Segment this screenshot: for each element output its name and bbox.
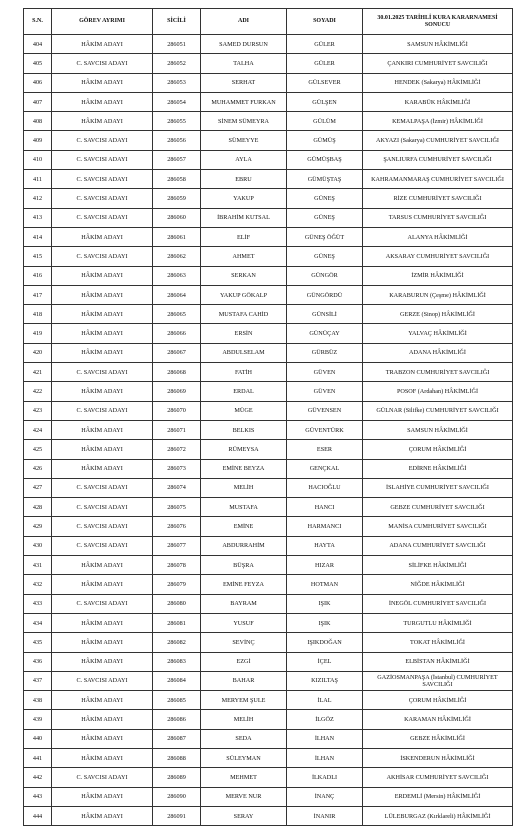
table-row (24, 748, 513, 767)
cell-sicil: 286057 (153, 150, 201, 169)
cell-soyadi: GÜVEN (287, 382, 363, 401)
cell-sn: 418 (24, 305, 52, 324)
table-row (24, 54, 513, 73)
cell-sonuc: TURGUTLU HÂKİMLİĞİ (363, 613, 513, 632)
cell-sicil: 286077 (153, 536, 201, 555)
cell-adi: AYLA (201, 150, 287, 169)
cell-sonuc: ŞANLIURFA CUMHURİYET SAVCILIĞI (363, 150, 513, 169)
cell-adi: BAYRAM (201, 594, 287, 613)
cell-sonuc: İNEGÖL CUMHURİYET SAVCILIĞI (363, 594, 513, 613)
cell-sn: 421 (24, 363, 52, 382)
cell-soyadi: HANCI (287, 498, 363, 517)
cell-sicil: 286084 (153, 671, 201, 690)
cell-sn: 423 (24, 401, 52, 420)
cell-soyadi: İLKADLI (287, 768, 363, 787)
document-page (23, 8, 512, 826)
cell-sicil: 286056 (153, 131, 201, 150)
cell-adi: MÜGE (201, 401, 287, 420)
cell-gorev: HÂKİM ADAYI (52, 710, 153, 729)
cell-soyadi: GÜNGÖRDÜ (287, 285, 363, 304)
cell-sn: 405 (24, 54, 52, 73)
cell-sn: 408 (24, 112, 52, 131)
cell-soyadi: GÜMÜŞ (287, 131, 363, 150)
table-row (24, 710, 513, 729)
cell-soyadi: GÜNÜÇAY (287, 324, 363, 343)
cell-adi: RÜMEYSA (201, 440, 287, 459)
table-row (24, 556, 513, 575)
cell-sn: 444 (24, 806, 52, 825)
cell-soyadi: İLGÖZ (287, 710, 363, 729)
cell-adi: AHMET (201, 247, 287, 266)
header-sn: S.N. (24, 9, 52, 35)
cell-gorev: HÂKİM ADAYI (52, 73, 153, 92)
cell-sicil: 286085 (153, 691, 201, 710)
header-soyadi: SOYADI (287, 9, 363, 35)
cell-gorev: HÂKİM ADAYI (52, 35, 153, 54)
cell-sonuc: ÇANKIRI CUMHURİYET SAVCILIĞI (363, 54, 513, 73)
cell-soyadi: İNANÇ (287, 787, 363, 806)
cell-gorev: HÂKİM ADAYI (52, 787, 153, 806)
cell-gorev: C. SAVCISI ADAYI (52, 478, 153, 497)
table-row (24, 806, 513, 825)
cell-sicil: 286051 (153, 35, 201, 54)
table-row (24, 401, 513, 420)
table-row (24, 208, 513, 227)
cell-sicil: 286080 (153, 594, 201, 613)
cell-adi: MUHAMMET FURKAN (201, 92, 287, 111)
cell-sonuc: ÇORUM HÂKİMLİĞİ (363, 440, 513, 459)
cell-gorev: HÂKİM ADAYI (52, 748, 153, 767)
table-row (24, 382, 513, 401)
cell-sonuc: YALVAÇ HÂKİMLİĞİ (363, 324, 513, 343)
table-row (24, 285, 513, 304)
cell-sn: 414 (24, 227, 52, 246)
table-row (24, 266, 513, 285)
cell-sonuc: ADANA CUMHURİYET SAVCILIĞI (363, 536, 513, 555)
cell-sonuc: GEBZE HÂKİMLİĞİ (363, 729, 513, 748)
table-row (24, 363, 513, 382)
cell-sonuc: AKSARAY CUMHURİYET SAVCILIĞI (363, 247, 513, 266)
cell-adi: TALHA (201, 54, 287, 73)
cell-adi: ERSİN (201, 324, 287, 343)
cell-sonuc: LÜLEBURGAZ (Kırklareli) HÂKİMLİĞİ (363, 806, 513, 825)
cell-sn: 407 (24, 92, 52, 111)
cell-sicil: 286060 (153, 208, 201, 227)
cell-gorev: HÂKİM ADAYI (52, 556, 153, 575)
cell-sicil: 286088 (153, 748, 201, 767)
cell-gorev: C. SAVCISI ADAYI (52, 54, 153, 73)
cell-soyadi: İLHAN (287, 748, 363, 767)
header-sonuc: 30.01.2025 TARİHLİ KURA KARARNAMESİ SONUCU (363, 9, 513, 35)
cell-adi: ABDULSELAM (201, 343, 287, 362)
cell-sicil: 286087 (153, 729, 201, 748)
cell-sonuc: TRABZON CUMHURİYET SAVCILIĞI (363, 363, 513, 382)
cell-sicil: 286078 (153, 556, 201, 575)
table-row (24, 440, 513, 459)
cell-soyadi: GÜNEŞ (287, 208, 363, 227)
cell-sonuc: SİLİFKE HÂKİMLİĞİ (363, 556, 513, 575)
cell-sn: 425 (24, 440, 52, 459)
cell-gorev: HÂKİM ADAYI (52, 652, 153, 671)
cell-sn: 437 (24, 671, 52, 690)
cell-sn: 443 (24, 787, 52, 806)
cell-adi: SEVİNÇ (201, 633, 287, 652)
cell-sn: 434 (24, 613, 52, 632)
cell-gorev: HÂKİM ADAYI (52, 420, 153, 439)
cell-sicil: 286091 (153, 806, 201, 825)
cell-soyadi: GÜMÜŞTAŞ (287, 170, 363, 189)
cell-sn: 404 (24, 35, 52, 54)
table-row (24, 92, 513, 111)
cell-sicil: 286066 (153, 324, 201, 343)
cell-soyadi: IŞIKDOĞAN (287, 633, 363, 652)
cell-sonuc: ALANYA HÂKİMLİĞİ (363, 227, 513, 246)
table-row (24, 478, 513, 497)
cell-sonuc: AKHİSAR CUMHURİYET SAVCILIĞI (363, 768, 513, 787)
cell-sn: 417 (24, 285, 52, 304)
cell-sonuc: GÜLNAR (Silifke) CUMHURİYET SAVCILIĞI (363, 401, 513, 420)
cell-gorev: HÂKİM ADAYI (52, 112, 153, 131)
cell-sn: 433 (24, 594, 52, 613)
cell-adi: SERAY (201, 806, 287, 825)
cell-sn: 440 (24, 729, 52, 748)
cell-adi: EZGİ (201, 652, 287, 671)
cell-gorev: HÂKİM ADAYI (52, 285, 153, 304)
cell-sicil: 286074 (153, 478, 201, 497)
cell-gorev: HÂKİM ADAYI (52, 613, 153, 632)
cell-sonuc: SAMSUN HÂKİMLİĞİ (363, 35, 513, 54)
cell-sicil: 286058 (153, 170, 201, 189)
cell-adi: İBRAHİM KUTSAL (201, 208, 287, 227)
cell-sn: 422 (24, 382, 52, 401)
table-row (24, 420, 513, 439)
cell-sonuc: ELBİSTAN HÂKİMLİĞİ (363, 652, 513, 671)
cell-adi: MEHMET (201, 768, 287, 787)
cell-gorev: HÂKİM ADAYI (52, 343, 153, 362)
table-row (24, 517, 513, 536)
cell-sn: 424 (24, 420, 52, 439)
cell-adi: SERKAN (201, 266, 287, 285)
cell-sonuc: İSKENDERUN HÂKİMLİĞİ (363, 748, 513, 767)
cell-sicil: 286065 (153, 305, 201, 324)
cell-sicil: 286053 (153, 73, 201, 92)
cell-gorev: C. SAVCISI ADAYI (52, 401, 153, 420)
cell-adi: EMİNE (201, 517, 287, 536)
cell-soyadi: GÜLSEVER (287, 73, 363, 92)
cell-adi: EBRU (201, 170, 287, 189)
table-row (24, 131, 513, 150)
cell-sicil: 286082 (153, 633, 201, 652)
cell-soyadi: İÇEL (287, 652, 363, 671)
table-header-row (24, 9, 513, 35)
cell-sn: 415 (24, 247, 52, 266)
cell-sicil: 286086 (153, 710, 201, 729)
cell-sicil: 286081 (153, 613, 201, 632)
cell-adi: MERVE NUR (201, 787, 287, 806)
cell-gorev: C. SAVCISI ADAYI (52, 498, 153, 517)
table-row (24, 691, 513, 710)
table-body (24, 35, 513, 826)
table-row (24, 112, 513, 131)
table-row (24, 633, 513, 652)
cell-gorev: HÂKİM ADAYI (52, 633, 153, 652)
table-row (24, 343, 513, 362)
cell-sicil: 286055 (153, 112, 201, 131)
cell-sn: 432 (24, 575, 52, 594)
cell-sicil: 286062 (153, 247, 201, 266)
cell-sicil: 286067 (153, 343, 201, 362)
cell-sonuc: ADANA HÂKİMLİĞİ (363, 343, 513, 362)
cell-sonuc: İZMİR HÂKİMLİĞİ (363, 266, 513, 285)
cell-sicil: 286063 (153, 266, 201, 285)
cell-gorev: C. SAVCISI ADAYI (52, 247, 153, 266)
cell-sn: 436 (24, 652, 52, 671)
cell-adi: SERHAT (201, 73, 287, 92)
table-row (24, 459, 513, 478)
cell-gorev: HÂKİM ADAYI (52, 691, 153, 710)
cell-sn: 441 (24, 748, 52, 767)
table-row (24, 247, 513, 266)
table-row (24, 498, 513, 517)
cell-sonuc: MANİSA CUMHURİYET SAVCILIĞI (363, 517, 513, 536)
cell-gorev: C. SAVCISI ADAYI (52, 170, 153, 189)
cell-sn: 429 (24, 517, 52, 536)
table-row (24, 227, 513, 246)
cell-sicil: 286059 (153, 189, 201, 208)
cell-sonuc: GERZE (Sinop) HÂKİMLİĞİ (363, 305, 513, 324)
cell-sn: 427 (24, 478, 52, 497)
cell-gorev: C. SAVCISI ADAYI (52, 131, 153, 150)
table-row (24, 671, 513, 690)
cell-adi: BELKIS (201, 420, 287, 439)
cell-soyadi: GÜLŞEN (287, 92, 363, 111)
cell-sonuc: İSLAHİYE CUMHURİYET SAVCILIĞI (363, 478, 513, 497)
cell-sicil: 286090 (153, 787, 201, 806)
cell-gorev: HÂKİM ADAYI (52, 382, 153, 401)
cell-gorev: C. SAVCISI ADAYI (52, 363, 153, 382)
table-row (24, 73, 513, 92)
cell-sn: 442 (24, 768, 52, 787)
cell-soyadi: IŞIK (287, 594, 363, 613)
cell-sn: 409 (24, 131, 52, 150)
table-row (24, 575, 513, 594)
cell-gorev: C. SAVCISI ADAYI (52, 671, 153, 690)
cell-soyadi: İLHAN (287, 729, 363, 748)
cell-soyadi: GÜLER (287, 54, 363, 73)
table-row (24, 170, 513, 189)
cell-sn: 431 (24, 556, 52, 575)
cell-gorev: HÂKİM ADAYI (52, 305, 153, 324)
cell-sonuc: KAHRAMANMARAŞ CUMHURİYET SAVCILIĞI (363, 170, 513, 189)
cell-soyadi: IŞIK (287, 613, 363, 632)
cell-sn: 406 (24, 73, 52, 92)
cell-adi: MERYEM ŞULE (201, 691, 287, 710)
cell-sn: 430 (24, 536, 52, 555)
cell-sn: 412 (24, 189, 52, 208)
cell-soyadi: GÜNEŞ (287, 189, 363, 208)
header-gorev: GÖREV AYRIMI (52, 9, 153, 35)
cell-adi: SÜMEYYE (201, 131, 287, 150)
cell-adi: BÜŞRA (201, 556, 287, 575)
table-row (24, 768, 513, 787)
cell-adi: YAKUP (201, 189, 287, 208)
cell-adi: EMİNE FEYZA (201, 575, 287, 594)
cell-gorev: C. SAVCISI ADAYI (52, 150, 153, 169)
cell-adi: ELİF (201, 227, 287, 246)
cell-adi: EMİNE BEYZA (201, 459, 287, 478)
cell-gorev: C. SAVCISI ADAYI (52, 189, 153, 208)
cell-sonuc: ERDEMLİ (Mersin) HÂKİMLİĞİ (363, 787, 513, 806)
table-row (24, 35, 513, 54)
cell-sicil: 286068 (153, 363, 201, 382)
cell-gorev: HÂKİM ADAYI (52, 729, 153, 748)
cell-adi: YAKUP GÖKALP (201, 285, 287, 304)
cell-sicil: 286083 (153, 652, 201, 671)
cell-sicil: 286072 (153, 440, 201, 459)
cell-sonuc: EDİRNE HÂKİMLİĞİ (363, 459, 513, 478)
cell-sonuc: KARABURUN (Çeşme) HÂKİMLİĞİ (363, 285, 513, 304)
cell-soyadi: HARMANCI (287, 517, 363, 536)
cell-gorev: C. SAVCISI ADAYI (52, 517, 153, 536)
cell-gorev: HÂKİM ADAYI (52, 227, 153, 246)
cell-gorev: HÂKİM ADAYI (52, 92, 153, 111)
cell-gorev: HÂKİM ADAYI (52, 806, 153, 825)
cell-sonuc: AKYAZI (Sakarya) CUMHURİYET SAVCILIĞI (363, 131, 513, 150)
cell-adi: ERDAL (201, 382, 287, 401)
cell-sicil: 286070 (153, 401, 201, 420)
cell-soyadi: İNANIR (287, 806, 363, 825)
cell-sicil: 286069 (153, 382, 201, 401)
cell-soyadi: ESER (287, 440, 363, 459)
cell-sicil: 286071 (153, 420, 201, 439)
cell-adi: SİNEM SÜMEYRA (201, 112, 287, 131)
table-row (24, 729, 513, 748)
cell-gorev: HÂKİM ADAYI (52, 440, 153, 459)
cell-sn: 435 (24, 633, 52, 652)
cell-sn: 410 (24, 150, 52, 169)
cell-gorev: HÂKİM ADAYI (52, 459, 153, 478)
cell-sonuc: ÇORUM HÂKİMLİĞİ (363, 691, 513, 710)
cell-gorev: HÂKİM ADAYI (52, 575, 153, 594)
cell-soyadi: GÜLÜM (287, 112, 363, 131)
cell-sn: 420 (24, 343, 52, 362)
cell-sicil: 286076 (153, 517, 201, 536)
cell-sn: 438 (24, 691, 52, 710)
cell-adi: MUSTAFA CAHİD (201, 305, 287, 324)
cell-sn: 426 (24, 459, 52, 478)
cell-soyadi: GÜNEŞ ÖĞÜT (287, 227, 363, 246)
table-row (24, 305, 513, 324)
cell-soyadi: HOTMAN (287, 575, 363, 594)
cell-soyadi: HIZAR (287, 556, 363, 575)
cell-adi: ABDURRAHİM (201, 536, 287, 555)
cell-sonuc: KARAMAN HÂKİMLİĞİ (363, 710, 513, 729)
table-row (24, 324, 513, 343)
cell-soyadi: GÜNSİLİ (287, 305, 363, 324)
cell-sicil: 286089 (153, 768, 201, 787)
cell-sicil: 286061 (153, 227, 201, 246)
cell-soyadi: GÜLER (287, 35, 363, 54)
cell-adi: MELİH (201, 478, 287, 497)
cell-soyadi: GÜVENSEN (287, 401, 363, 420)
cell-sn: 416 (24, 266, 52, 285)
cell-adi: MELİH (201, 710, 287, 729)
cell-gorev: C. SAVCISI ADAYI (52, 594, 153, 613)
header-sicil: SİCİLİ (153, 9, 201, 35)
table-row (24, 787, 513, 806)
cell-soyadi: HAYTA (287, 536, 363, 555)
cell-soyadi: GENÇKAL (287, 459, 363, 478)
cell-sonuc: POSOF (Ardahan) HÂKİMLİĞİ (363, 382, 513, 401)
table-row (24, 150, 513, 169)
assignment-table (23, 8, 513, 826)
cell-sicil: 286075 (153, 498, 201, 517)
cell-gorev: C. SAVCISI ADAYI (52, 768, 153, 787)
cell-adi: SEDA (201, 729, 287, 748)
cell-soyadi: GÜVENTÜRK (287, 420, 363, 439)
cell-sonuc: HENDEK (Sakarya) HÂKİMLİĞİ (363, 73, 513, 92)
cell-sn: 439 (24, 710, 52, 729)
cell-sicil: 286079 (153, 575, 201, 594)
cell-soyadi: GÜVEN (287, 363, 363, 382)
cell-adi: BAHAR (201, 671, 287, 690)
cell-sonuc: NİĞDE HÂKİMLİĞİ (363, 575, 513, 594)
cell-soyadi: GÜMÜŞBAŞ (287, 150, 363, 169)
cell-sonuc: RİZE CUMHURİYET SAVCILIĞI (363, 189, 513, 208)
cell-sn: 428 (24, 498, 52, 517)
cell-soyadi: GÜNEŞ (287, 247, 363, 266)
cell-adi: SAMED DURSUN (201, 35, 287, 54)
cell-sicil: 286054 (153, 92, 201, 111)
cell-sonuc: TARSUS CUMHURİYET SAVCILIĞI (363, 208, 513, 227)
cell-sonuc: GAZİOSMANPAŞA (İstanbul) CUMHURİYET SAVCILIĞI (363, 671, 513, 690)
cell-soyadi: GÜRBÜZ (287, 343, 363, 362)
cell-sn: 413 (24, 208, 52, 227)
cell-sonuc: GEBZE CUMHURİYET SAVCILIĞI (363, 498, 513, 517)
cell-soyadi: KIZILTAŞ (287, 671, 363, 690)
cell-sonuc: KEMALPAŞA (İzmir) HÂKİMLİĞİ (363, 112, 513, 131)
cell-soyadi: HACIOĞLU (287, 478, 363, 497)
cell-sonuc: KARABÜK HÂKİMLİĞİ (363, 92, 513, 111)
cell-adi: SÜLEYMAN (201, 748, 287, 767)
cell-adi: MUSTAFA (201, 498, 287, 517)
cell-adi: FATİH (201, 363, 287, 382)
table-row (24, 536, 513, 555)
cell-sicil: 286052 (153, 54, 201, 73)
cell-sonuc: TOKAT HÂKİMLİĞİ (363, 633, 513, 652)
table-row (24, 652, 513, 671)
cell-adi: YUSUF (201, 613, 287, 632)
cell-gorev: C. SAVCISI ADAYI (52, 208, 153, 227)
cell-sn: 411 (24, 170, 52, 189)
cell-sicil: 286073 (153, 459, 201, 478)
header-adi: ADI (201, 9, 287, 35)
cell-soyadi: İLAL (287, 691, 363, 710)
table-row (24, 189, 513, 208)
cell-gorev: C. SAVCISI ADAYI (52, 536, 153, 555)
cell-gorev: HÂKİM ADAYI (52, 324, 153, 343)
cell-gorev: HÂKİM ADAYI (52, 266, 153, 285)
cell-soyadi: GÜNGÖR (287, 266, 363, 285)
cell-sn: 419 (24, 324, 52, 343)
cell-sonuc: SAMSUN HÂKİMLİĞİ (363, 420, 513, 439)
cell-sicil: 286064 (153, 285, 201, 304)
table-row (24, 594, 513, 613)
table-row (24, 613, 513, 632)
